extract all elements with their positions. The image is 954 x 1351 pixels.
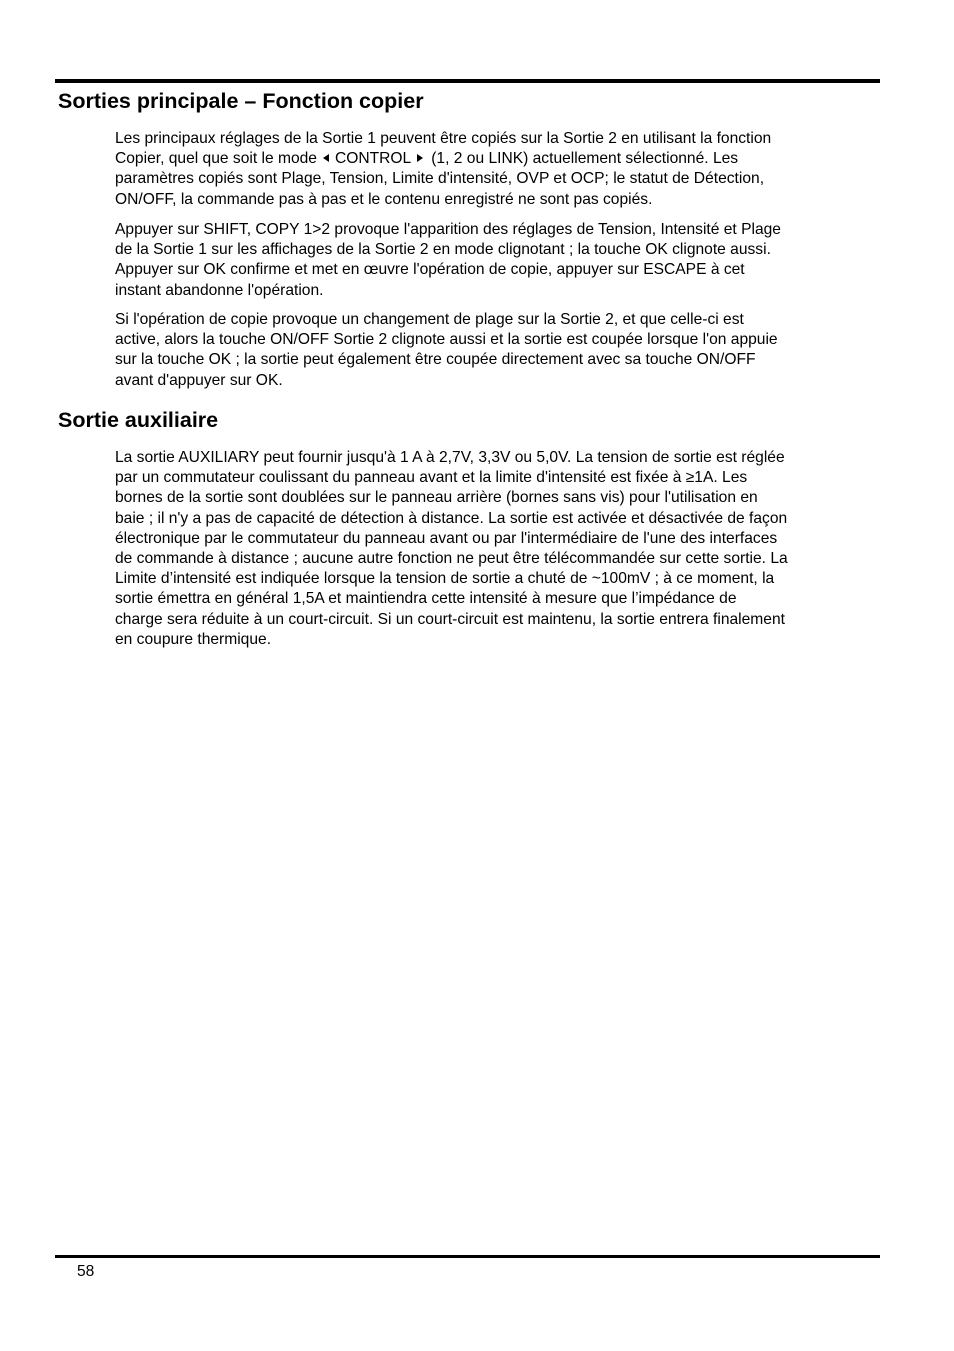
- text-line: de la Sortie 1 sur les affichages de la Sortie 2 en mode clignotant ; la touche OK clignote aussi.: [115, 241, 771, 259]
- text-line: avant d'appuyer sur OK.: [115, 371, 283, 389]
- paragraph-copy-procedure: [115, 220, 885, 301]
- paragraph-copy-range-change: [115, 310, 885, 391]
- text-line: instant abandonne l'opération.: [115, 281, 324, 299]
- control-key-label: CONTROL: [334, 150, 412, 168]
- text-line: en coupure thermique.: [115, 630, 272, 648]
- text-line: par un commutateur coulissant du panneau avant et la limite d'intensité est fixée à ≥1A. Les: [115, 469, 748, 487]
- footer-rule: [55, 1255, 880, 1258]
- text-fragment: Copier, quel que soit le mode: [115, 150, 317, 168]
- text-line: ON/OFF, la commande pas à pas et le contenu enregistré ne sont pas copiés.: [115, 190, 653, 208]
- text-line: Limite d’intensité est indiquée lorsque la tension de sortie a chuté de ~100mV ; à ce moment, la: [115, 570, 775, 588]
- text-line: charge sera réduite à un court-circuit. Si un court-circuit est maintenu, la sortie entrera finalement: [115, 610, 785, 628]
- text-line: La sortie AUXILIARY peut fournir jusqu'à 1 A à 2,7V, 3,3V ou 5,0V. La tension de sortie est réglée: [115, 449, 785, 466]
- text-line: active, alors la touche ON/OFF Sortie 2 clignote aussi et la sortie est coupée lorsque l'on appuie: [115, 331, 778, 349]
- text-line: paramètres copiés sont Plage, Tension, Limite d'intensité, OVP et OCP; le statut de Détection,: [115, 170, 765, 188]
- text-line: de commande à distance ; aucune autre fonction ne peut être télécommandée sur cette sortie. La: [115, 550, 788, 568]
- text-line: Si l'opération de copie provoque un changement de plage sur la Sortie 2, et que celle-ci est: [115, 311, 744, 328]
- text-line: baie ; il n'y a pas de capacité de détection à distance. La sortie est activée et désactivée de façon: [115, 509, 788, 527]
- heading-auxiliary-output: Sortie auxiliaire: [58, 408, 219, 432]
- paragraph-copy-intro: [115, 129, 885, 210]
- page-number: 58: [77, 1263, 95, 1280]
- text-line: Appuyer sur OK confirme et met en œuvre l'opération de copie, appuyer sur ESCAPE à cet: [115, 261, 745, 279]
- triangle-left-icon: [323, 154, 329, 162]
- triangle-right-icon: [417, 154, 423, 162]
- text-line: électronique par le commutateur du panneau avant ou par l'intermédiaire de l'une des interfaces: [115, 529, 778, 547]
- text-line: sur la touche OK ; la sortie peut également être coupée directement avec sa touche ON/OFF: [115, 351, 756, 369]
- text-fragment: (1, 2 ou LINK) actuellement sélectionné. Les: [431, 150, 739, 168]
- paragraph-auxiliary-output: [115, 448, 885, 650]
- text-line: Les principaux réglages de la Sortie 1 peuvent être copiés sur la Sortie 2 en utilisant la fonction: [115, 130, 772, 147]
- text-line: Appuyer sur SHIFT, COPY 1>2 provoque l'apparition des réglages de Tension, Intensité et Plage: [115, 221, 781, 238]
- header-rule: [55, 79, 880, 83]
- text-line: sortie émettra en général 1,5A et maintiendra cette intensité à mesure que l’impédance de: [115, 590, 737, 608]
- heading-copy-function: Sorties principale – Fonction copier: [58, 89, 424, 113]
- text-line: bornes de la sortie sont doublées sur le panneau arrière (bornes sans vis) pour l'utilisation en: [115, 489, 758, 507]
- text-line: [115, 149, 885, 169]
